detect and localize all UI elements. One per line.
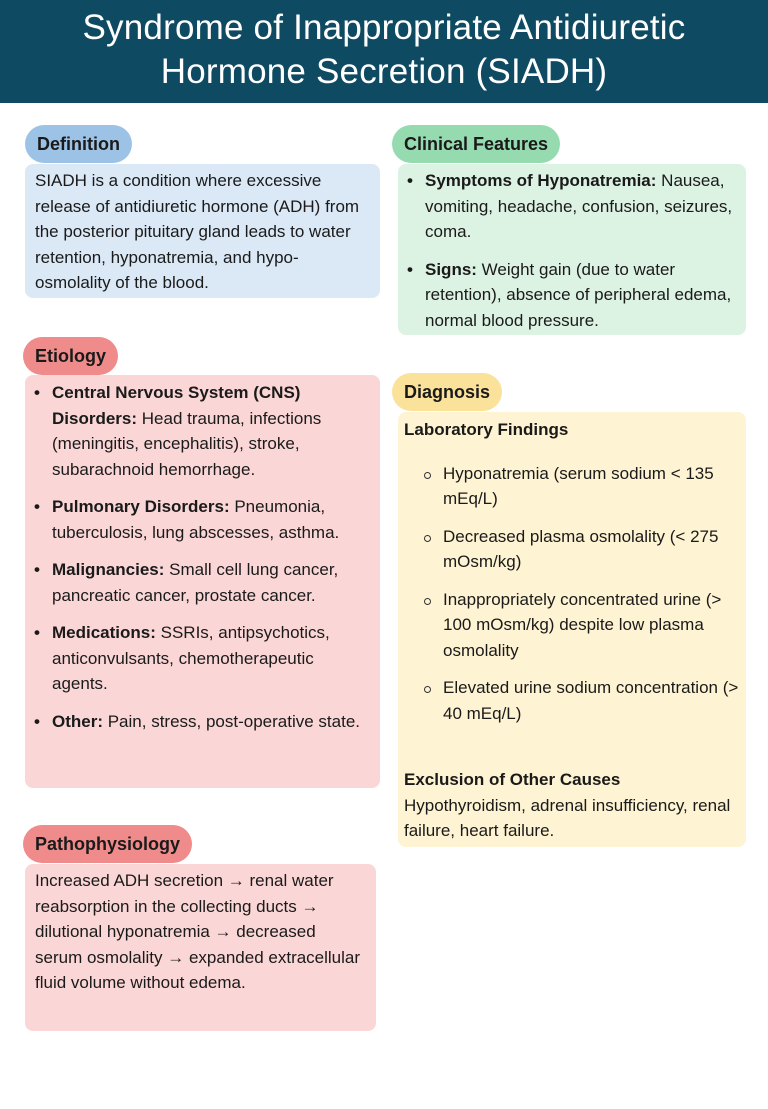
circle-bullet-icon <box>424 598 431 605</box>
item-text: Pneumonia, tuberculosis, lung abscesses, asthma. <box>52 497 340 542</box>
lab-findings-list <box>404 461 740 727</box>
list-item <box>404 461 740 512</box>
definition-heading: Definition <box>25 125 132 163</box>
circle-bullet-icon <box>424 472 431 479</box>
item-text: Nausea, vomiting, headache, confusion, seizures, coma. <box>425 171 733 241</box>
page-title-line-1: Syndrome of Inappropriate Antidiuretic <box>82 8 686 47</box>
item-text: Small cell lung cancer, pancreatic cancer, prostate cancer. <box>52 560 339 605</box>
bullet-icon: • <box>34 497 40 516</box>
item-text: SSRIs, antipsychotics, anticonvulsants, chemotherapeutic agents. <box>52 623 330 693</box>
list-item <box>403 257 738 334</box>
item-label: Malignancies: <box>52 560 165 579</box>
list-item <box>30 620 374 697</box>
etiology-list <box>30 380 374 734</box>
pathophysiology-text: Increased ADH secretion → renal water reabsorption in the collecting ducts → dilutional hyponatremia → decreased serum osmolality → expanded extracellular fluid volume without edema. <box>35 871 361 992</box>
diagnosis-card <box>398 412 746 847</box>
bullet-icon: • <box>34 383 40 402</box>
clinical-features-card <box>398 164 746 335</box>
clinical-features-heading: Clinical Features <box>392 125 560 163</box>
exclusion-heading: Exclusion of Other Causes <box>404 770 621 789</box>
circle-bullet-icon <box>424 686 431 693</box>
item-label: Other: <box>52 711 103 731</box>
circle-bullet-icon <box>424 535 431 542</box>
item-text: Weight gain (due to water retention), absence of peripheral edema, normal blood pressure. <box>425 259 732 330</box>
bullet-icon: • <box>407 259 413 279</box>
bullet-icon: • <box>407 171 413 190</box>
clinical-features-list <box>403 168 738 333</box>
etiology-heading: Etiology <box>23 337 118 375</box>
list-item <box>30 494 374 545</box>
list-item <box>403 168 738 245</box>
pathophysiology-heading: Pathophysiology <box>23 825 192 863</box>
list-item <box>30 557 374 608</box>
item-label: Central Nervous System (CNS) Disorders: <box>52 383 301 428</box>
item-label: Symptoms of Hyponatremia: <box>425 171 657 190</box>
list-item <box>30 709 374 735</box>
pathophysiology-card <box>25 864 376 1031</box>
item-text: Hyponatremia (serum sodium < 135 mEq/L) <box>443 463 714 508</box>
item-label: Pulmonary Disorders: <box>52 497 230 516</box>
list-item <box>30 380 374 482</box>
lab-findings-heading: Laboratory Findings <box>404 420 569 439</box>
etiology-card <box>25 375 380 788</box>
item-text: Pain, stress, post-operative state. <box>103 711 361 731</box>
item-text: Elevated urine sodium concentration (> 40 mEq/L) <box>443 678 739 723</box>
definition-card <box>25 164 380 298</box>
definition-text: SIADH is a condition where excessive release of antidiuretic hormone (ADH) from the posterior pituitary gland leads to water retention, hyponatremia, and hypo-osmolality of the blood. <box>35 171 360 292</box>
exclusion-text: Hypothyroidism, adrenal insufficiency, renal failure, heart failure. <box>404 795 731 840</box>
list-item <box>404 524 740 575</box>
item-text: Decreased plasma osmolality (< 275 mOsm/kg) <box>443 526 719 571</box>
page-header <box>0 0 768 103</box>
exclusion-section <box>404 767 740 844</box>
list-item <box>404 675 740 726</box>
bullet-icon: • <box>34 560 40 579</box>
bullet-icon: • <box>34 711 40 731</box>
item-text: Inappropriately concentrated urine (> 100 mOsm/kg) despite low plasma osmolality <box>443 589 722 660</box>
item-text: Head trauma, infections (meningitis, encephalitis), stroke, subarachnoid hemorrhage. <box>52 408 322 479</box>
item-label: Signs: <box>425 259 477 279</box>
list-item <box>404 587 740 664</box>
item-label: Medications: <box>52 623 156 642</box>
bullet-icon: • <box>34 623 40 642</box>
diagnosis-heading: Diagnosis <box>392 373 502 411</box>
page-title-line-2: Hormone Secretion (SIADH) <box>160 52 608 91</box>
